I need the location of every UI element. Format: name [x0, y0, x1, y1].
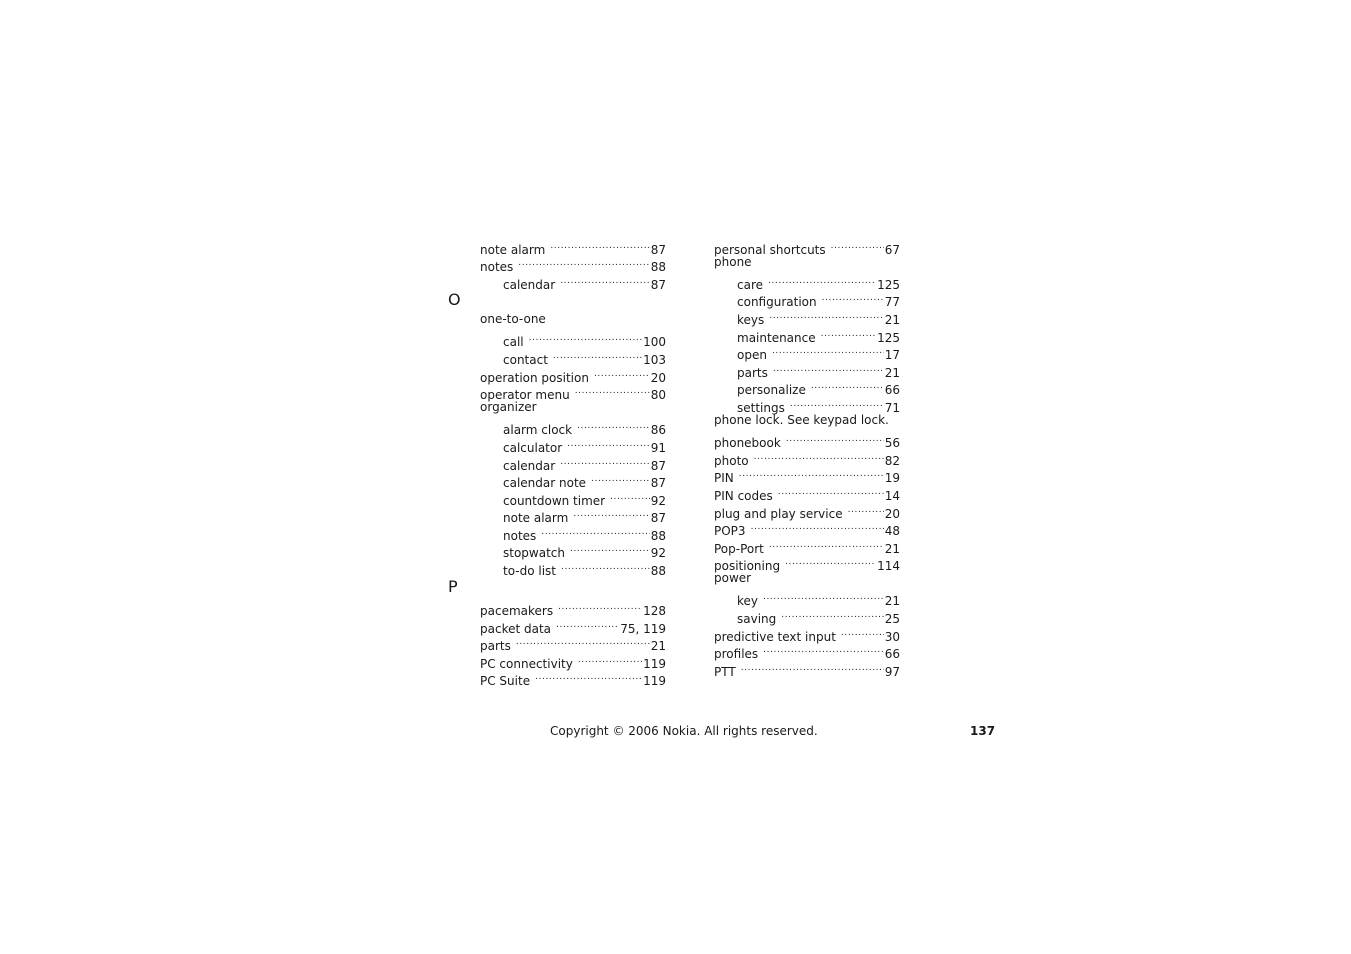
index-page-ref: 82 [884, 453, 900, 468]
index-page-ref: 21 [884, 541, 900, 556]
dot-leader [811, 377, 884, 395]
index-page-ref: 19 [884, 471, 900, 486]
index-page-ref: 91 [650, 440, 666, 455]
index-term: predictive text input [714, 629, 836, 644]
dot-leader [518, 254, 649, 272]
index-page-ref: 103 [643, 352, 666, 367]
dot-leader [778, 482, 884, 500]
dot-leader [741, 658, 884, 676]
dot-leader [570, 540, 650, 558]
index-page-ref: 56 [884, 436, 900, 451]
index-page-ref: 119 [643, 656, 666, 671]
index-page-ref: 21 [884, 312, 900, 327]
dot-leader [561, 557, 650, 575]
index-subentry [714, 588, 900, 609]
index-term: countdown timer [503, 493, 606, 508]
dot-leader [577, 417, 650, 435]
dot-leader [578, 650, 642, 668]
index-term: calendar [503, 458, 556, 473]
index-entry [714, 570, 900, 588]
index-entry [480, 311, 666, 329]
index-page-ref: 14 [884, 488, 900, 503]
dot-leader [591, 470, 650, 488]
dot-leader [560, 452, 650, 470]
index-term: positioning [714, 559, 781, 574]
index-term: calendar note [503, 476, 587, 491]
dot-leader [567, 434, 650, 452]
index-page-ref: 125 [877, 330, 900, 345]
dot-leader [553, 346, 642, 364]
index-term: pacemakers [480, 604, 554, 619]
dot-leader [763, 588, 884, 606]
index-term: call [503, 335, 524, 350]
index-entry [714, 658, 900, 679]
index-subentry [480, 417, 666, 438]
index-term: phone lock. See keypad lock. [714, 412, 889, 427]
index-page-ref: 87 [650, 277, 666, 292]
index-term: configuration [737, 295, 817, 310]
index-column-right [714, 236, 900, 679]
dot-leader [786, 430, 884, 448]
index-term: key [737, 594, 759, 609]
index-term: one-to-one [480, 312, 546, 327]
index-term: calendar [503, 277, 556, 292]
index-term: plug and play service [714, 506, 843, 521]
index-page-ref: 21 [884, 594, 900, 609]
index-subentry [480, 329, 666, 350]
dot-leader [769, 306, 883, 324]
dot-leader [560, 271, 650, 289]
index-term: phone [714, 254, 752, 269]
index-term: personalize [737, 383, 806, 398]
index-term: note alarm [503, 511, 569, 526]
index-term: parts [480, 639, 511, 654]
index-page-ref: 87 [650, 242, 666, 257]
dot-leader [535, 668, 642, 686]
index-term: note alarm [480, 242, 546, 257]
index-page-ref: 77 [884, 295, 900, 310]
index-page-ref: 114 [877, 559, 900, 574]
index-page-ref: 88 [650, 564, 666, 579]
index-page-ref: 92 [650, 493, 666, 508]
index-term: Pop-Port [714, 541, 764, 556]
dot-leader [541, 522, 649, 540]
dot-leader [573, 505, 649, 523]
index-term: photo [714, 453, 749, 468]
page-number: 137 [970, 724, 996, 738]
index-page-ref: 20 [650, 370, 666, 385]
index-term: alarm clock [503, 423, 573, 438]
dot-leader [831, 236, 884, 254]
dot-leader [594, 364, 650, 382]
index-page-ref: 88 [650, 528, 666, 543]
index-page-ref: 66 [884, 647, 900, 662]
dot-leader [558, 597, 642, 615]
dot-leader [781, 605, 883, 623]
index-page-ref: 71 [884, 400, 900, 415]
index-page-ref: 21 [650, 639, 666, 654]
dot-leader [848, 500, 884, 518]
index-page-ref: 30 [884, 629, 900, 644]
dot-leader [751, 518, 884, 536]
dot-leader [785, 553, 876, 571]
dot-leader [841, 623, 884, 641]
dot-leader [768, 271, 876, 289]
index-entry [714, 465, 900, 486]
index-page-ref: 25 [884, 612, 900, 627]
index-page-ref: 88 [650, 260, 666, 275]
index-page-ref: 128 [643, 604, 666, 619]
dot-leader [754, 447, 884, 465]
dot-leader [575, 382, 650, 400]
index-page-ref: 87 [650, 511, 666, 526]
index-term: settings [737, 400, 785, 415]
index-page-ref: 21 [884, 365, 900, 380]
index-subentry [714, 271, 900, 292]
index-term: PC connectivity [480, 656, 573, 671]
index-term: packet data [480, 621, 552, 636]
index-entry [714, 482, 900, 503]
index-page-ref: 119 [643, 674, 666, 689]
copyright-notice: Copyright © 2006 Nokia. All rights reserved. [550, 724, 818, 738]
index-term: notes [503, 528, 537, 543]
index-group [480, 311, 666, 579]
index-entry [714, 412, 900, 430]
dot-leader [822, 289, 884, 307]
index-entry [714, 236, 900, 257]
index-term: power [714, 571, 752, 586]
dot-leader [550, 236, 649, 254]
index-term: calculator [503, 440, 563, 455]
index-page-ref: 87 [650, 476, 666, 491]
index-page-ref: 100 [643, 335, 666, 350]
index-term: operation position [480, 370, 589, 385]
index-term: PC Suite [480, 674, 531, 689]
dot-leader [821, 324, 876, 342]
index-page-ref: 66 [884, 383, 900, 398]
index-page-ref: 87 [650, 458, 666, 473]
index-term: care [737, 277, 764, 292]
index-term: PIN codes [714, 488, 773, 503]
dot-leader [556, 615, 619, 633]
index-entry [480, 236, 666, 257]
index-term: profiles [714, 647, 759, 662]
index-group [480, 236, 666, 292]
index-page-ref: 86 [650, 423, 666, 438]
index-column-left [480, 236, 666, 689]
index-term: organizer [480, 400, 537, 415]
dot-leader [790, 394, 884, 412]
index-entry [480, 597, 666, 619]
dot-leader [739, 465, 884, 483]
index-page-ref: 48 [884, 524, 900, 539]
index-term: maintenance [737, 330, 816, 345]
dot-leader [610, 487, 650, 505]
index-entry [714, 430, 900, 451]
dot-leader [772, 342, 884, 360]
index-entry [480, 399, 666, 417]
index-page-ref: 125 [877, 277, 900, 292]
index-page-ref: 92 [650, 546, 666, 561]
index-term: POP3 [714, 524, 746, 539]
index-term: keys [737, 312, 765, 327]
dot-leader [763, 641, 884, 659]
section-letter-o: O [448, 290, 461, 309]
index-term: PTT [714, 664, 736, 679]
index-term: phonebook [714, 436, 781, 451]
dot-leader [516, 633, 650, 651]
dot-leader [769, 535, 884, 553]
index-term: notes [480, 260, 514, 275]
index-term: parts [737, 365, 768, 380]
index-term: stopwatch [503, 546, 565, 561]
index-term: saving [737, 612, 777, 627]
index-group [480, 597, 666, 689]
dot-leader [529, 329, 642, 347]
index-page-ref: 17 [884, 348, 900, 363]
dot-leader [773, 359, 884, 377]
index-term: operator menu [480, 388, 570, 403]
index-page-ref: 80 [650, 388, 666, 403]
section-letter-p: P [448, 577, 458, 596]
index-page-ref: 75, 119 [620, 621, 666, 636]
index-term: open [737, 348, 767, 363]
index-term: personal shortcuts [714, 242, 826, 257]
index-term: PIN [714, 471, 734, 486]
index-page-ref: 67 [884, 242, 900, 257]
index-term: contact [503, 352, 548, 367]
index-page-ref: 20 [884, 506, 900, 521]
index-term: to-do list [503, 564, 556, 579]
index-page-ref: 97 [884, 664, 900, 679]
